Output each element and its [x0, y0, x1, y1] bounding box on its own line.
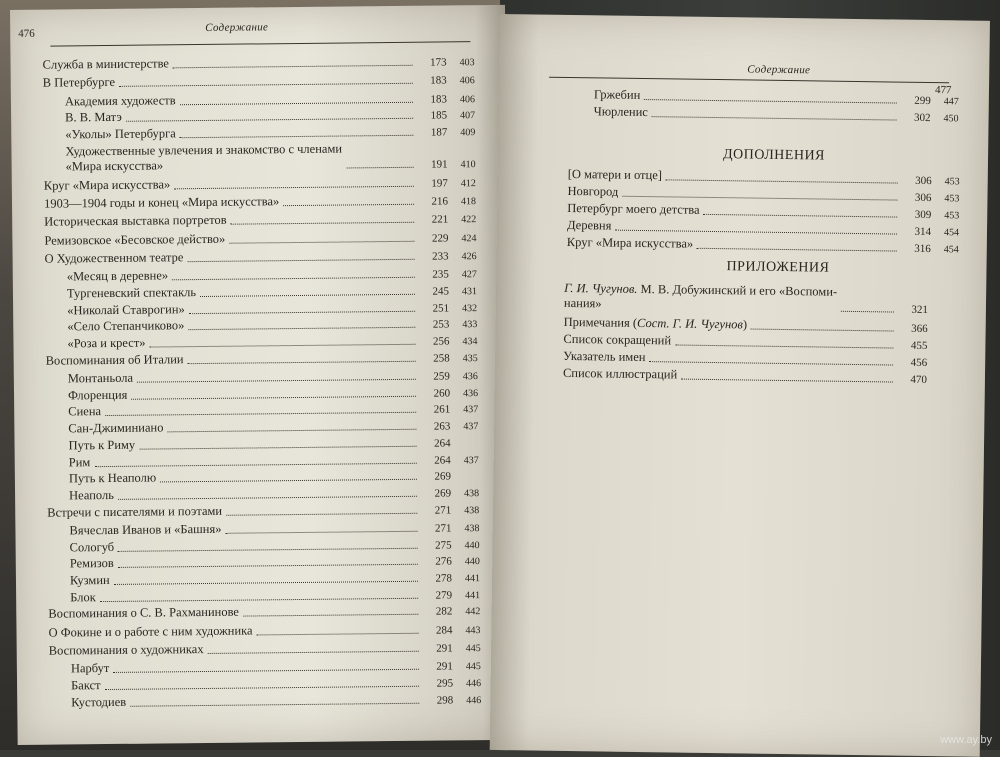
toc-page-notes: 426: [449, 251, 477, 262]
toc-entry: [43, 71, 475, 91]
toc-entry-title: Чюрленис: [594, 104, 648, 120]
toc-leader-dots: [697, 248, 897, 252]
toc-entry: [45, 247, 477, 267]
toc-leader-dots: [118, 547, 418, 551]
section-title-supplements: ДОПОЛНЕНИЯ: [723, 147, 823, 164]
toc-leader-dots: [200, 294, 415, 297]
toc-entry-title: Кузмин: [70, 573, 110, 588]
toc-page-notes: 453: [931, 193, 959, 204]
toc-page-notes: 407: [447, 110, 475, 121]
toc-page-notes: 454: [931, 227, 959, 238]
toc-leader-dots: [751, 329, 894, 332]
toc-page-text: 269: [421, 487, 451, 499]
toc-entry-title: Флоренция: [68, 387, 128, 403]
toc-page-text: 366: [898, 323, 928, 335]
toc-entry-title: Встречи с писателями и поэтами: [47, 503, 222, 520]
toc-entry-title: Деревня: [567, 218, 612, 234]
toc-page-notes: 454: [931, 244, 959, 255]
toc-page-notes: 453: [932, 176, 960, 187]
toc-page-text: 233: [419, 250, 449, 262]
toc-page-text: 260: [420, 387, 450, 399]
toc-leader-dots: [644, 99, 897, 104]
toc-leader-dots: [150, 344, 416, 348]
toc-page-text: 306: [902, 175, 932, 187]
toc-entry: [47, 501, 479, 521]
toc-leader-dots: [188, 360, 416, 363]
watermark: www.ay.by: [940, 734, 992, 746]
toc-leader-dots: [208, 651, 419, 654]
right-header-rule: [549, 77, 949, 84]
toc-page-notes: 403: [447, 57, 475, 68]
toc-entry-title: Гржебин: [594, 87, 641, 103]
toc-leader-dots: [118, 496, 417, 500]
toc-leader-dots: [225, 531, 417, 534]
toc-entry-title: Нарбут: [71, 661, 110, 676]
toc-leader-dots: [126, 118, 413, 122]
toc-entry-title: О Фокине и о работе с ним художника: [48, 623, 252, 640]
toc-entry: [46, 349, 478, 369]
toc-page-text: 271: [421, 522, 451, 534]
toc-page-text: 278: [422, 572, 452, 584]
toc-page-text: 314: [901, 226, 931, 238]
toc-entry-title: [О матери и отце]: [568, 167, 662, 183]
section-title-appendices: ПРИЛОЖЕНИЯ: [726, 259, 826, 276]
toc-page-notes: 446: [453, 678, 481, 689]
toc-page-text: 291: [423, 661, 453, 673]
toc-entry-title: Ремизовское «Бесовское действо»: [44, 231, 225, 248]
toc-page-text: 271: [421, 504, 451, 516]
toc-entry-title: Вячеслав Иванов и «Башня»: [69, 522, 221, 539]
toc-entry: [65, 140, 475, 174]
right-page-header: Содержание: [747, 63, 810, 76]
toc-page-notes: 438: [451, 505, 479, 516]
toc-page-notes: 418: [448, 196, 476, 207]
toc-leader-dots: [167, 429, 416, 433]
toc-page-notes: 447: [931, 96, 959, 107]
toc-page-text: 253: [419, 319, 449, 331]
left-header-rule: [50, 41, 470, 46]
toc-entry-author: Сост. Г. И. Чугунов: [637, 316, 743, 331]
toc-page-text: 282: [422, 606, 452, 618]
toc-leader-dots: [649, 361, 893, 365]
toc-page-notes: 436: [450, 371, 478, 382]
toc-page-text: 245: [419, 285, 449, 297]
toc-page-notes: 445: [453, 661, 481, 672]
toc-leader-dots: [231, 222, 415, 225]
toc-entry-title: Рим: [69, 455, 91, 470]
toc-leader-dots: [704, 214, 898, 218]
toc-page-notes: 410: [448, 159, 476, 170]
toc-page-text: 455: [897, 340, 927, 352]
toc-entry-title: Путь к Неаполю: [69, 471, 156, 487]
left-page-header: Содержание: [205, 21, 268, 34]
toc-leader-dots: [137, 379, 416, 383]
toc-entry: [43, 53, 475, 73]
toc-page-notes: 434: [449, 336, 477, 347]
toc-entry-title: О Художественном театре: [45, 250, 184, 266]
toc-entry: [49, 639, 481, 659]
toc-entry-title: В. В. Матэ: [65, 110, 122, 126]
toc-entry-title-text: Примечания (: [564, 315, 638, 330]
toc-leader-dots: [841, 311, 894, 313]
toc-leader-dots: [130, 702, 419, 706]
left-page: [10, 5, 513, 745]
toc-leader-dots: [666, 179, 898, 183]
toc-entry-title: Сиена: [68, 404, 101, 419]
toc-page-text: 456: [897, 357, 927, 369]
toc-leader-dots: [226, 512, 417, 515]
toc-page-text: 264: [420, 437, 450, 449]
toc-page-text: 221: [418, 214, 448, 226]
toc-leader-dots: [100, 597, 418, 601]
toc-page-text: 276: [422, 556, 452, 568]
toc-leader-dots: [675, 344, 893, 348]
toc-page-notes: 435: [450, 353, 478, 364]
toc-entry-title-line2: «Мира искусства»: [66, 156, 343, 174]
toc-entry-title: Ремизов: [70, 556, 114, 571]
toc-leader-dots: [113, 669, 419, 673]
toc-entry: [44, 174, 476, 194]
toc-leader-dots: [180, 135, 414, 138]
toc-entry: [44, 192, 476, 212]
toc-entry-title: Тургеневский спектакль: [67, 285, 196, 301]
toc-leader-dots: [346, 166, 413, 168]
toc-entry-title: Указатель имен: [563, 349, 645, 365]
toc-leader-dots: [105, 686, 419, 690]
toc-entry-title: Воспоминания о С. В. Рахманинове: [48, 605, 239, 622]
toc-entry-title-text: Художественные увлечения и знакомство с членами: [65, 141, 342, 158]
toc-entry-title: «Роза и крест»: [67, 336, 145, 352]
toc-page-notes: 433: [449, 319, 477, 330]
toc-page-text: 183: [417, 75, 447, 87]
toc-entry-title: Монтаньола: [68, 371, 133, 387]
toc-entry-title: «Уколы» Петербурга: [65, 126, 176, 142]
toc-page-text: 470: [897, 374, 927, 386]
toc-leader-dots: [114, 581, 418, 585]
toc-page-notes: 422: [448, 214, 476, 225]
toc-leader-dots: [283, 204, 414, 206]
toc-entry-title-text: М. В. Добужинский и его «Воспоми-: [637, 282, 837, 299]
toc-page-notes: 412: [448, 178, 476, 189]
toc-entry-title: В Петербурге: [43, 75, 115, 91]
toc-entry-title-end: ): [743, 317, 747, 331]
toc-page-notes: 436: [450, 388, 478, 399]
toc-leader-dots: [174, 185, 414, 189]
toc-entry-title: Путь к Риму: [68, 438, 135, 454]
toc-entry-title: Воспоминания об Италии: [46, 352, 184, 368]
toc-entry-title: Новгород: [567, 184, 618, 200]
toc-page-notes: 446: [453, 695, 481, 706]
toc-page-notes: 441: [452, 590, 480, 601]
toc-page-notes: 445: [453, 643, 481, 654]
toc-page-text: 316: [901, 243, 931, 255]
toc-entry-title: [564, 315, 748, 333]
toc-entry-title: «Село Степанчиково»: [67, 318, 184, 334]
toc-entry-title: Академия художеств: [65, 93, 176, 109]
toc-page-notes: 441: [452, 573, 480, 584]
toc-page-text: 284: [422, 624, 452, 636]
toc-leader-dots: [188, 327, 415, 330]
toc-entry-title: 1903—1904 годы и конец «Мира искусства»: [44, 194, 279, 211]
toc-leader-dots: [131, 395, 416, 399]
toc-page-text: 185: [417, 110, 447, 122]
toc-page-notes: 450: [931, 113, 959, 124]
toc-entry-title: Служба в министерстве: [43, 56, 170, 72]
toc-page-text: 235: [419, 269, 449, 281]
toc-leader-dots: [172, 277, 415, 281]
toc-page-text: 187: [417, 126, 447, 138]
toc-page-notes: 453: [931, 210, 959, 221]
toc-page-notes: 431: [449, 286, 477, 297]
toc-page-notes: 427: [449, 269, 477, 280]
toc-page-text: 251: [419, 302, 449, 314]
toc-page-notes: 409: [447, 127, 475, 138]
toc-page-text: 306: [901, 192, 931, 204]
toc-entry-title: Блок: [70, 590, 96, 605]
toc-entry-title: Историческая выставка портретов: [44, 213, 227, 230]
toc-entry-title: Круг «Мира искусства»: [44, 177, 171, 193]
toc-entry: [44, 210, 476, 230]
toc-page-notes: 437: [451, 455, 479, 466]
toc-page-text: 279: [422, 589, 452, 601]
toc-leader-dots: [105, 412, 416, 416]
toc-entry: [567, 235, 959, 255]
right-page: [490, 14, 990, 757]
toc-leader-dots: [187, 259, 414, 262]
toc-page-text: 263: [420, 421, 450, 433]
toc-entry: [71, 691, 481, 710]
toc-leader-dots: [243, 614, 418, 617]
toc-page-notes: 438: [451, 488, 479, 499]
toc-entry-title: «Месяц в деревне»: [67, 269, 168, 285]
toc-page-text: 295: [423, 677, 453, 689]
toc-page-notes: 443: [452, 625, 480, 636]
toc-page-text: 229: [418, 232, 448, 244]
toc-page-text: 275: [422, 539, 452, 551]
toc-entry: [48, 602, 480, 622]
toc-leader-dots: [139, 446, 416, 450]
toc-leader-dots: [257, 632, 419, 635]
toc-leader-dots: [652, 116, 897, 120]
toc-page-text: 183: [417, 93, 447, 105]
toc-entry-title: [564, 281, 837, 315]
toc-page-text: 299: [901, 95, 931, 107]
toc-leader-dots: [118, 564, 418, 568]
toc-page-text: 291: [423, 642, 453, 654]
toc-entry-title: «Николай Ставрогин»: [67, 302, 185, 318]
toc-leader-dots: [119, 83, 413, 87]
left-page-number: 476: [18, 28, 35, 40]
toc-entry-author: Г. И. Чугунов.: [564, 281, 637, 296]
toc-entry-title: Петербург моего детства: [567, 201, 700, 218]
toc-page-notes: 442: [452, 606, 480, 617]
toc-entry-title: Воспоминания о художниках: [49, 642, 204, 659]
toc-entry: [48, 621, 480, 641]
toc-page-notes: 437: [450, 421, 478, 432]
toc-leader-dots: [94, 462, 416, 466]
toc-page-text: 197: [418, 177, 448, 189]
toc-entry-title: Кустодиев: [71, 695, 126, 711]
toc-entry-title: Круг «Мира искусства»: [567, 235, 694, 252]
toc-page-notes: 424: [448, 233, 476, 244]
toc-entry-title-line2: нания»: [564, 296, 837, 315]
toc-entry: [44, 229, 476, 249]
toc-page-notes: 438: [451, 523, 479, 534]
toc-entry: [594, 104, 959, 124]
toc-leader-dots: [622, 196, 897, 201]
toc-page-text: 173: [417, 56, 447, 68]
toc-entry-title: Бакст: [71, 678, 101, 693]
toc-entry: [563, 366, 955, 386]
toc-leader-dots: [229, 240, 414, 243]
toc-leader-dots: [173, 65, 413, 69]
toc-page-notes: 440: [452, 540, 480, 551]
toc-page-text: 302: [901, 112, 931, 124]
toc-page-notes: 406: [447, 94, 475, 105]
toc-entry-title: Сологуб: [70, 540, 115, 555]
toc-page-text: 298: [423, 694, 453, 706]
toc-entry-title: Неаполь: [69, 488, 114, 503]
toc-page-text: 261: [420, 404, 450, 416]
toc-entry-title: Список иллюстраций: [563, 366, 677, 383]
toc-entry-title: Сан-Джиминиано: [68, 421, 163, 437]
toc-leader-dots: [681, 379, 893, 383]
toc-leader-dots: [189, 310, 415, 313]
toc-page-text: 216: [418, 195, 448, 207]
toc-page-text: 309: [901, 209, 931, 221]
toc-page-text: 264: [421, 454, 451, 466]
toc-page-text: 269: [421, 471, 451, 483]
right-page-number: 477: [935, 84, 952, 96]
toc-page-notes: 406: [447, 75, 475, 86]
toc-entry-title: [65, 141, 342, 174]
toc-page-text: 258: [420, 352, 450, 364]
toc-leader-dots: [180, 101, 413, 104]
toc-page-text: 256: [419, 335, 449, 347]
toc-page-notes: 432: [449, 303, 477, 314]
toc-leader-dots: [160, 479, 417, 483]
toc-entry-title: Список сокращений: [563, 332, 671, 349]
toc-page-text: 259: [420, 370, 450, 382]
toc-entry: [564, 281, 956, 316]
toc-page-text: 321: [898, 304, 928, 316]
toc-page-text: 191: [418, 158, 448, 170]
toc-page-notes: 440: [452, 556, 480, 567]
toc-page-notes: 437: [450, 405, 478, 416]
toc-leader-dots: [615, 230, 897, 235]
